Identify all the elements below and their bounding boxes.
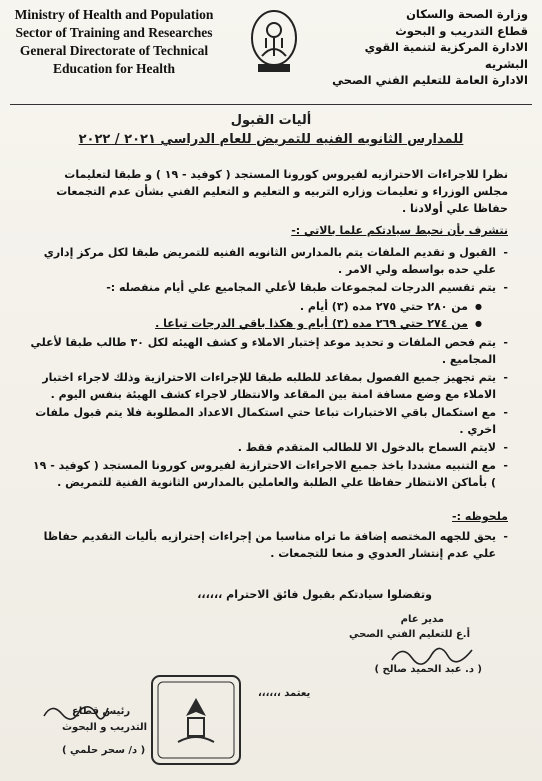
note-block (30, 528, 508, 563)
english-header-line: Sector of Training and Researches (15, 25, 213, 40)
list-item: - يتم تقسيم الدرجات لمجموعات طبقا لأعلي المجاميع علي أيام منفصله :- (30, 279, 508, 296)
official-stamp (148, 672, 244, 768)
list-item: - القبول و تقديم الملفات يتم بالمدارس الثانويه الفنيه للتمريض طبقا لكل مركز إداري علي حده بواسطه ولي الامر . (30, 244, 508, 278)
closing-line: وتفضلوا سيادتكم بقبول فائق الاحترام ،،،،،، (197, 588, 432, 601)
lead-line: نتشرف بأن نحيط سيادتكم علما بالاتي :- (291, 224, 508, 237)
signature-left-name: ( د/ سحر حلمي ) (62, 745, 146, 756)
signature-right-title-1: مدير عام (400, 614, 444, 625)
arabic-header-line: وزارة الصحة والسكان (406, 7, 528, 21)
list-item: - مع استكمال باقي الاختبارات تباعا حتي استكمال الاعداد المطلوبة فلا يتم قبول ملفات اخري . (30, 404, 508, 438)
signature-right-title-2: أ.ع للتعليم الفني الصحي (348, 629, 470, 640)
intro-paragraph: نظرا للاجراءات الاحترازيه لفيروس كورونا المستجد ( كوفيد - ١٩ ) و طبقا لتعليمات مجلس الوزراء و تعليمات وزاره التربيه و التعليم و التعليم الفني بشأن عدم التجمعات حفاظا علي أولادنا . (56, 168, 508, 215)
note-item: - يحق للجهه المختصه إضافة ما تراه مناسبا من إجراءات إحترازيه بأليات التقديم حفاظا علي عدم إنتشار العدوي و منعا للتجمعات . (30, 528, 508, 562)
signature-left-title-2: التدريب و البحوث (62, 722, 148, 733)
note-label: ملحوظه :- (452, 510, 508, 523)
signature-right-name: ( د. عبد الحميد صالح ) (374, 664, 482, 675)
list-item: - مع التنبيه مشددا باخذ جميع الاجراءات الاحترازية لفيروس كورونا المستجد ( كوفيد - ١٩ ) بأماكن الانتظار حفاظا علي الطلبة والعاملين بالمدارس الثانوية الفنية للتمريض . (30, 457, 508, 491)
list-item: - يتم تجهيز جميع الفصول بمقاعد للطلبه طبقا للإجراءات الاحترازية وذلك لاجراء اختبار الاملاء مع وضع مسافة امنة بين المقاعد والانتظار لاجراء كشف الهيئة بنفس اليوم . (30, 369, 508, 403)
english-header-line: General Directorate of Technical (19, 43, 209, 58)
ministry-logo (248, 8, 300, 74)
sub-list-item: ● من ٢٨٠ حتي ٢٧٥ مده (٣) أيام . (30, 298, 482, 315)
english-header-line: Ministry of Health and Population (14, 7, 214, 22)
list-item: - لايتم السماح بالدخول الا للطالب المتقدم فقط . (30, 439, 508, 456)
title-line-2: للمدارس الثانويه الفنيه للتمريض للعام الدراسي ٢٠٢١ / ٢٠٢٢ (78, 132, 464, 147)
header-divider (10, 104, 532, 105)
arabic-header-line: الادارة المركزية لتنمية القوي البشريه (364, 40, 528, 71)
arabic-header-line: قطاع التدريب و البحوث (395, 23, 528, 38)
sub-list-item: ● من ٢٧٤ حتي ٢٦٩ مده (٣) أيام و هكذا باقي الدرجات تباعا . (30, 315, 482, 332)
items-block (30, 244, 508, 492)
document-title (0, 112, 542, 150)
english-header (14, 6, 214, 78)
english-header-line: Education for Health (52, 61, 175, 76)
signature-left-title-1: رئيس قطاع (72, 706, 131, 717)
arabic-header (328, 6, 528, 89)
title-line-1: أليات القبول (230, 113, 312, 128)
list-item: - يتم فحص الملفات و تحديد موعد إختبار الاملاء و كشف الهيئه لكل ٣٠ طالب طبقا لأعلي المجاميع . (30, 334, 508, 368)
arabic-header-line: الادارة العامة للتعليم الفني الصحي (332, 73, 528, 87)
approve-line: يعتمد ،،،،،، (258, 688, 311, 699)
